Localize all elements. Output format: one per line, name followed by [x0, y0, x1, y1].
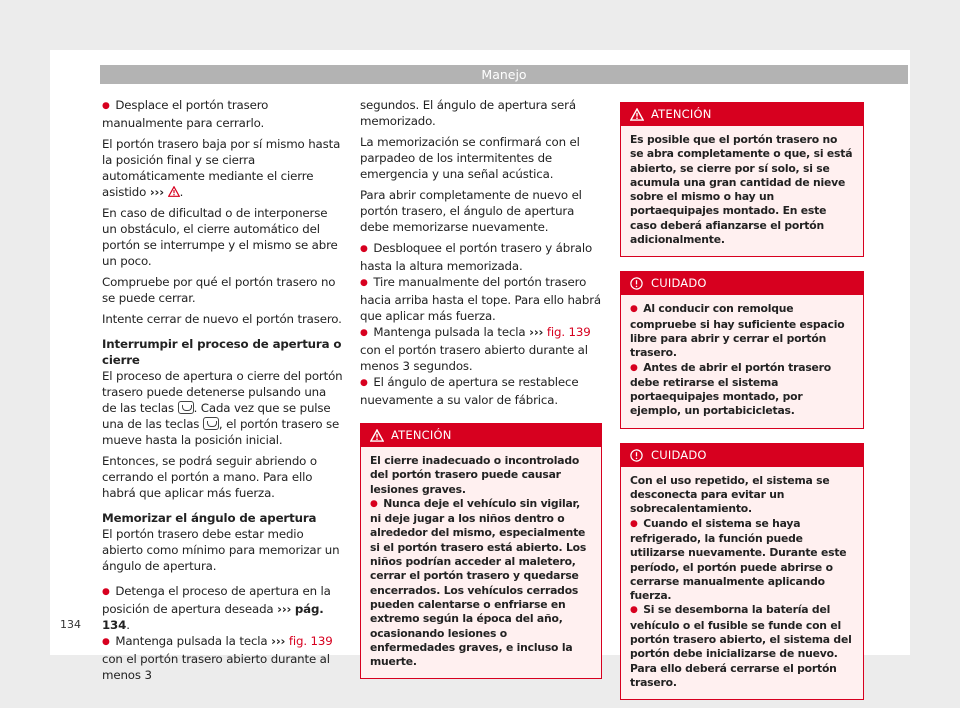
caution-box-header: CUIDADO	[621, 272, 863, 295]
bullet-icon: ●	[360, 278, 368, 288]
tailgate-key-icon	[178, 401, 194, 414]
ref-arrow-icon: ›››	[529, 325, 544, 339]
subheading-memorize: Memorizar el ángulo de apertura	[102, 511, 317, 525]
section-header: Manejo	[100, 65, 908, 84]
paragraph-memorized: segundos. El ángulo de apertura será memorizado.	[360, 98, 576, 128]
warning-box-snow	[620, 102, 864, 257]
bullet-hold-key-2: ● Mantenga pulsada la tecla ››› fig. 139 con el portón trasero abierto durante al menos 3 segundos.	[360, 325, 591, 373]
bullet-icon: ●	[630, 518, 638, 529]
bullet-icon: ●	[102, 637, 110, 647]
info-circle-icon	[630, 449, 643, 462]
paragraph-interrupt: El proceso de apertura o cierre del portón trasero puede detenerse pulsando una de las teclas . Cada vez que se pulse una de las teclas , el portón trasero se mueve hasta la posición inicial.	[102, 369, 343, 447]
paragraph-check: Compruebe por qué el portón trasero no se puede cerrar.	[102, 275, 336, 305]
ref-arrow-icon: ›››	[277, 602, 292, 616]
info-circle-icon	[630, 277, 643, 290]
manual-page	[50, 50, 910, 689]
bullet-icon: ●	[102, 101, 110, 111]
warning-triangle-icon	[168, 186, 180, 197]
bullet-icon: ●	[360, 244, 368, 254]
bullet-icon: ●	[102, 587, 110, 597]
paragraph-obstacle: En caso de dificultad o de interponerse un obstáculo, el cierre automático del portón se interrumpe y el mismo se abre un poco.	[102, 206, 338, 268]
bullet-factory-reset: ● El ángulo de apertura se restablece nuevamente a su valor de fábrica.	[360, 375, 579, 407]
bullet-stop-opening: ● Detenga el proceso de apertura en la posición de apertura deseada ››› pág. 134.	[102, 584, 331, 632]
subheading-interrupt: Interrumpir el proceso de apertura o cierre	[102, 337, 342, 367]
warning-box-body: El cierre inadecuado o incontrolado del portón trasero puede causar lesiones graves. ● Nunca deje el vehículo sin vigilar, ni deje jugar a los niños dentro o alrededor del mismo, especialmente si el portón trasero está abierto. Los niños podrían acceder al maletero, cerrar el portón trasero y quedarse encerrados. Los vehículos cerrados pueden calentarse o enfriarse en extremo según la época del año, ocasionando lesiones o enfermedades graves, e incluso la muerte.	[370, 454, 587, 669]
bullet-icon: ●	[360, 378, 368, 388]
text-column-2	[360, 97, 602, 689]
notice-column	[620, 102, 864, 708]
bullet-close-manually: ● Desplace el portón trasero manualmente para cerrarlo.	[102, 98, 269, 130]
caution-box-body: Con el uso repetido, el sistema se desconecta para evitar un sobrecalentamiento. ● Cuando el sistema se haya refrigerado, la función puede utilizarse nuevamente. Durante este período, el portón puede abrirse o cerrarse manualmente aplicando fuerza. ● Si se desemborna la batería del vehículo o el fusible se funde con el portón trasero abierto, el sistema del portón debe inicializarse de nuevo. Para ello deberá cerrarse el portón trasero.	[630, 473, 852, 689]
paragraph-auto-close: El portón trasero baja por sí mismo hasta la posición final y se cierra automáticamente mediante el cierre asistido ››› .	[102, 137, 341, 199]
bullet-icon: ●	[630, 605, 638, 616]
warning-box-header: ATENCIÓN	[621, 103, 863, 126]
tailgate-key-icon	[203, 417, 219, 430]
figure-reference-link[interactable]: fig. 139	[288, 634, 333, 648]
page-reference-link[interactable]: pág. 134	[102, 602, 324, 632]
caution-box-header: CUIDADO	[621, 444, 863, 467]
paragraph-reset: Para abrir completamente de nuevo el portón trasero, el ángulo de apertura debe memorizarse nuevamente.	[360, 188, 582, 234]
ref-arrow-icon: ›››	[149, 185, 164, 199]
caution-box-body: ● Al conducir con remolque compruebe si hay suficiente espacio libre para abrir y cerrar el portón trasero. ● Antes de abrir el portón trasero debe retirarse el sistema portaequipajes montado, por ejemplo, un portabicicletas.	[630, 302, 845, 418]
paragraph-retry: Intente cerrar de nuevo el portón trasero.	[102, 312, 342, 326]
bullet-pull-up: ● Tire manualmente del portón trasero hacia arriba hasta el tope. Para ello habrá que aplicar más fuerza.	[360, 275, 601, 323]
warning-box-children	[360, 423, 602, 679]
caution-box-overheat	[620, 443, 864, 700]
warning-triangle-icon	[630, 108, 644, 121]
bullet-icon: ●	[360, 328, 368, 338]
paragraph-memorize: El portón trasero debe estar medio abierto como mínimo para memorizar un ángulo de apertura.	[102, 527, 340, 573]
bullet-hold-key: ● Mantenga pulsada la tecla ››› fig. 139 con el portón trasero abierto durante al menos 3	[102, 634, 333, 682]
warning-box-body: Es posible que el portón trasero no se abra completamente o que, si está abierto, se cierre por sí solo, si se acumula una gran cantidad de nieve sobre el mismo o hay un portaequipajes montado. En este caso deberá afianzarse el portón adicionalmente.	[630, 133, 853, 247]
ref-arrow-icon: ›››	[271, 634, 286, 648]
bullet-icon: ●	[630, 362, 638, 373]
bullet-icon: ●	[630, 304, 638, 315]
caution-box-trailer	[620, 271, 864, 428]
bullet-unlock: ● Desbloquee el portón trasero y ábralo hasta la altura memorizada.	[360, 241, 593, 273]
figure-reference-link[interactable]: fig. 139	[546, 325, 591, 339]
text-column-1	[102, 97, 344, 683]
paragraph-confirmation: La memorización se confirmará con el parpadeo de los intermitentes de emergencia y una señal acústica.	[360, 135, 580, 181]
paragraph-manual-force: Entonces, se podrá seguir abriendo o cerrando el portón a mano. Para ello habrá que aplicar más fuerza.	[102, 454, 317, 500]
warning-triangle-icon	[370, 429, 384, 442]
bullet-icon: ●	[370, 498, 378, 509]
warning-box-header: ATENCIÓN	[361, 424, 601, 447]
page-number: 134	[60, 618, 81, 631]
